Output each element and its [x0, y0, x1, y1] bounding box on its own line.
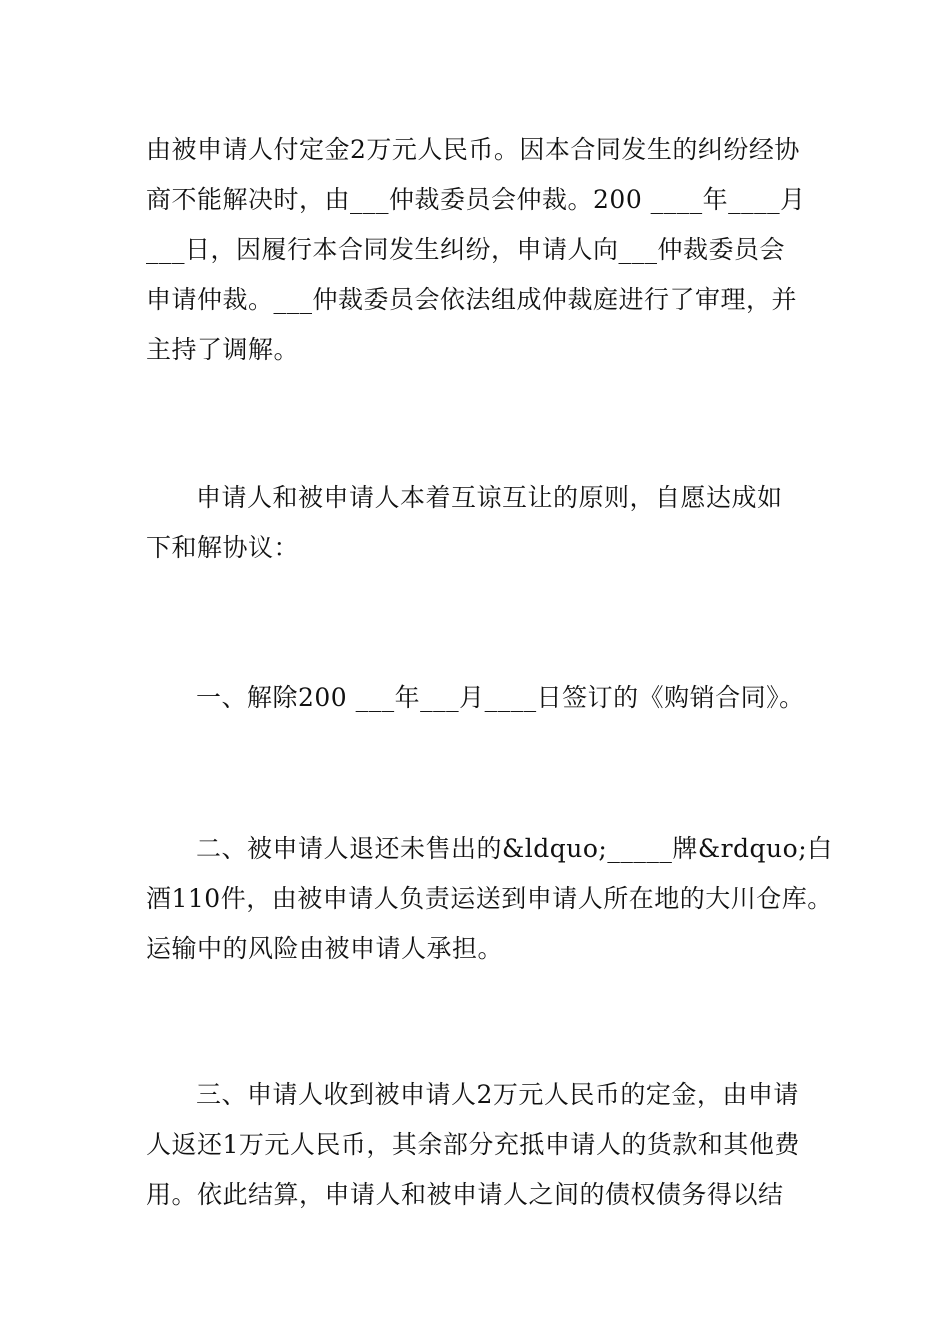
text-line: 主持了调解。 [146, 335, 300, 364]
text-line: 运输中的风险由被申请人承担。 [146, 934, 504, 963]
text-line: 人返还1万元人民币，其余部分充抵申请人的货款和其他费 [146, 1130, 800, 1159]
text-line: 申请仲裁。___仲裁委员会依法组成仲裁庭进行了审理，并 [146, 285, 798, 314]
paragraph-clause-three [146, 1070, 814, 1220]
text-line: 一、解除200 ___年___月____日签订的《购销合同》。 [196, 683, 805, 712]
text-line: 下和解协议： [146, 533, 300, 562]
text-line: 商不能解决时，由___仲裁委员会仲裁。200 ____年____月 [146, 185, 806, 214]
text-line: 二、被申请人退还未售出的&ldquo;_____牌&rdquo;白 [196, 834, 833, 863]
text-line: 用。依此结算，申请人和被申请人之间的债权债务得以结 [146, 1180, 784, 1209]
paragraph-deposit-and-arbitration [146, 125, 814, 375]
paragraph-clause-two [146, 824, 833, 974]
paragraph-settlement-intro [146, 473, 814, 573]
text-line: 由被申请人付定金2万元人民币。因本合同发生的纠纷经协 [146, 135, 800, 164]
text-line: 酒110件，由被申请人负责运送到申请人所在地的大川仓库。 [146, 884, 833, 913]
text-line: ___日，因履行本合同发生纠纷，申请人向___仲裁委员会 [146, 235, 786, 264]
text-line: 三、申请人收到被申请人2万元人民币的定金，由申请 [196, 1080, 799, 1109]
text-line: 申请人和被申请人本着互谅互让的原则，自愿达成如 [196, 483, 783, 512]
paragraph-clause-one [146, 673, 814, 723]
